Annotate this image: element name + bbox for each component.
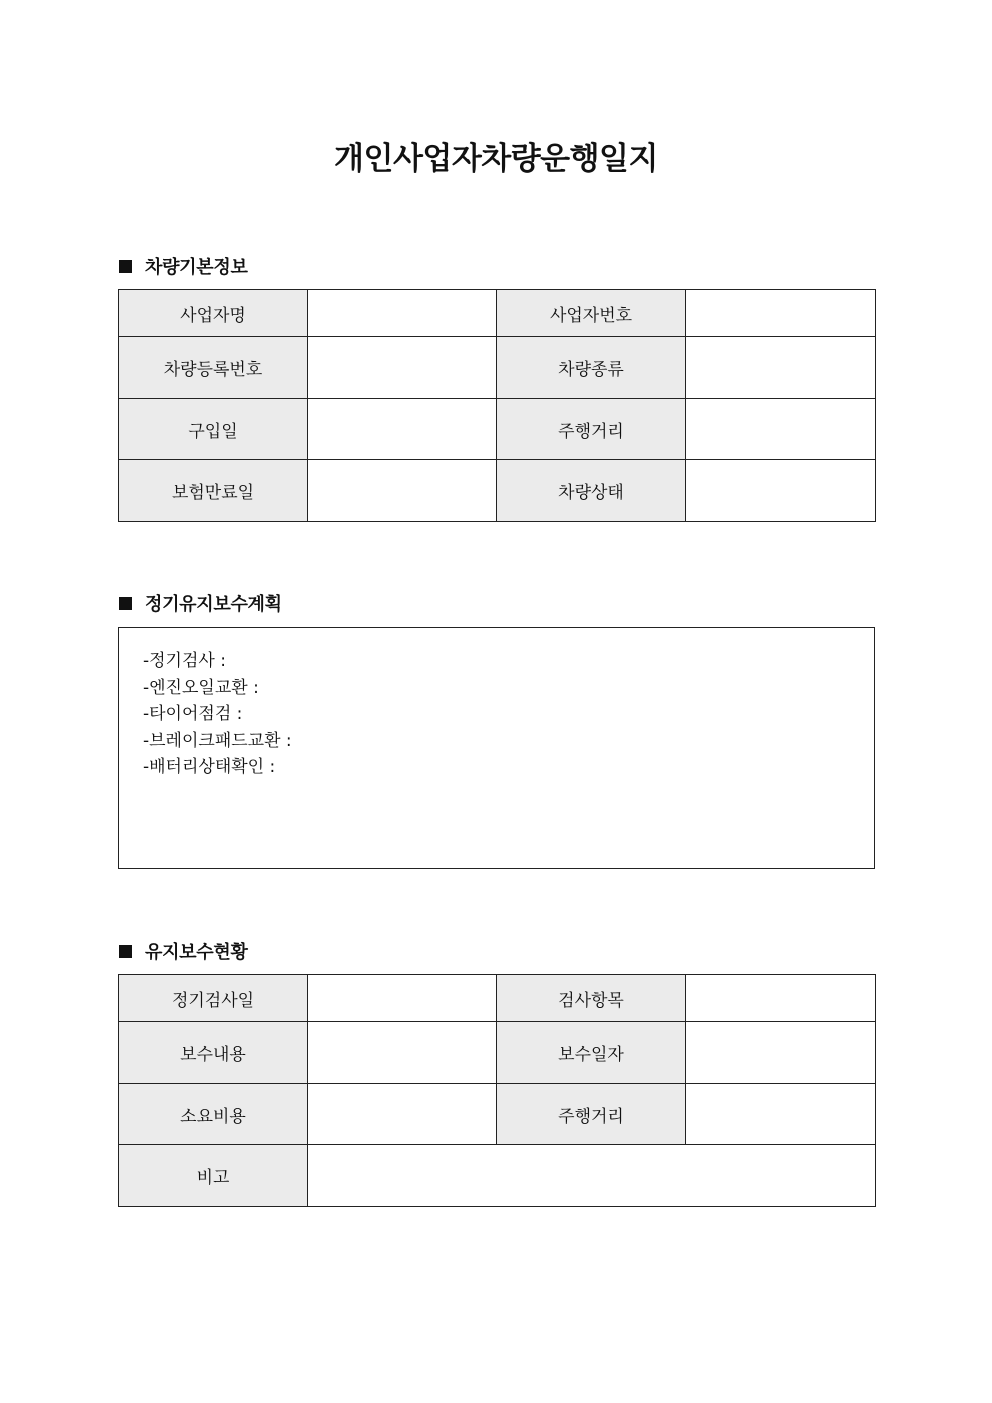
mileage-label: 주행거리 [497, 399, 686, 460]
list-item: -타이어점검 : [143, 704, 243, 724]
black-square-icon [119, 260, 132, 273]
table-row [119, 975, 876, 1022]
vehicle-type-label: 차량종류 [497, 337, 686, 399]
list-item: -배터리상태확인 : [143, 757, 276, 777]
page-title: 개인사업자차량운행일지 [334, 141, 658, 177]
insurance-expiry-field[interactable] [308, 460, 497, 522]
section-heading-maintenance-plan [119, 590, 282, 616]
table-row [119, 1022, 876, 1084]
vehicle-info-table [118, 289, 876, 522]
repair-date-field[interactable] [686, 1022, 876, 1084]
cost-label: 소요비용 [119, 1084, 308, 1145]
vehicle-condition-field[interactable] [686, 460, 876, 522]
business-name-label: 사업자명 [119, 290, 308, 337]
business-name-field[interactable] [308, 290, 497, 337]
section-heading-maintenance-status [119, 938, 248, 964]
status-mileage-label: 주행거리 [497, 1084, 686, 1145]
table-row [119, 290, 876, 337]
cost-field[interactable] [308, 1084, 497, 1145]
repair-date-label: 보수일자 [497, 1022, 686, 1084]
repair-details-field[interactable] [308, 1022, 497, 1084]
list-item: -정기검사 : [143, 651, 226, 671]
table-row [119, 460, 876, 522]
vehicle-condition-label: 차량상태 [497, 460, 686, 522]
registration-number-field[interactable] [308, 337, 497, 399]
registration-number-label: 차량등록번호 [119, 337, 308, 399]
black-square-icon [119, 945, 132, 958]
section-heading-label: 정기유지보수계획 [145, 594, 282, 615]
maintenance-status-table [118, 974, 876, 1207]
inspection-date-field[interactable] [308, 975, 497, 1022]
section-heading-vehicle-info [119, 253, 248, 279]
section-heading-label: 유지보수현황 [145, 942, 248, 963]
business-number-field[interactable] [686, 290, 876, 337]
table-row [119, 399, 876, 460]
list-item: -엔진오일교환 : [143, 677, 259, 698]
list-item: -브레이크패드교환 : [143, 730, 292, 751]
table-row [119, 337, 876, 399]
insurance-expiry-label: 보험만료일 [119, 460, 308, 522]
purchase-date-field[interactable] [308, 399, 497, 460]
maintenance-plan-list [143, 648, 292, 781]
mileage-field[interactable] [686, 399, 876, 460]
inspection-items-label: 검사항목 [497, 975, 686, 1022]
section-heading-label: 차량기본정보 [145, 257, 248, 278]
status-mileage-field[interactable] [686, 1084, 876, 1145]
business-number-label: 사업자번호 [497, 290, 686, 337]
maintenance-plan-box[interactable] [118, 627, 875, 869]
purchase-date-label: 구입일 [119, 399, 308, 460]
black-square-icon [119, 597, 132, 610]
inspection-date-label: 정기검사일 [119, 975, 308, 1022]
table-row [119, 1084, 876, 1145]
remarks-label: 비고 [119, 1145, 308, 1207]
table-row [119, 1145, 876, 1207]
repair-details-label: 보수내용 [119, 1022, 308, 1084]
remarks-field[interactable] [308, 1145, 876, 1207]
inspection-items-field[interactable] [686, 975, 876, 1022]
vehicle-type-field[interactable] [686, 337, 876, 399]
